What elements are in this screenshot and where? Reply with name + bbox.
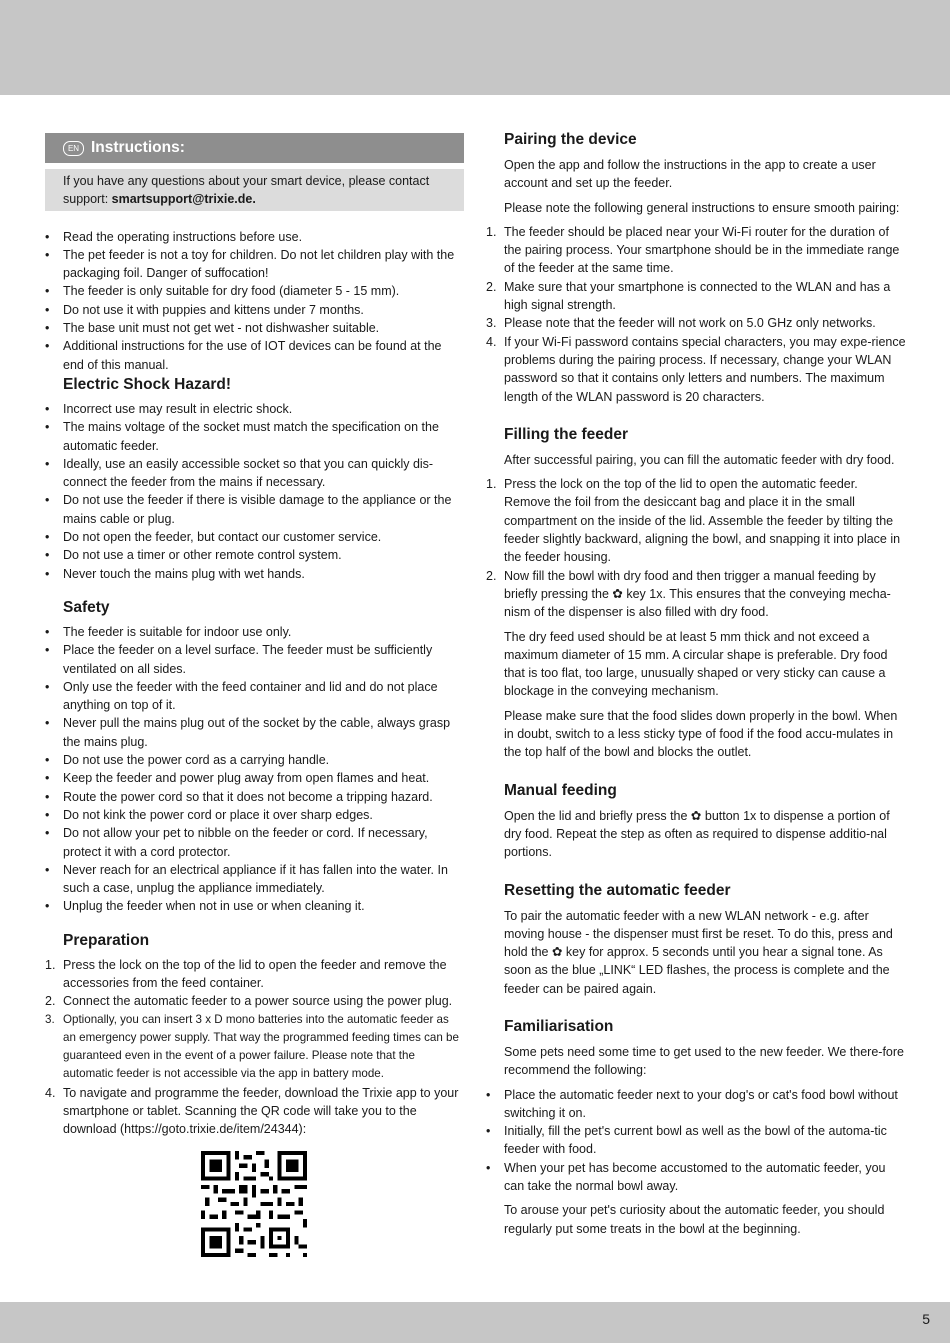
reset-heading: Resetting the automatic feeder (504, 881, 731, 899)
list-number: 4. (486, 334, 497, 349)
list-item: • Place the feeder on a level surface. The feeder must be sufficiently ventilated on all sides. (45, 641, 464, 678)
filling-paragraph: After successful pairing, you can fill the automatic feeder with dry food. (504, 452, 895, 467)
list-item: • Never pull the mains plug out of the socket by the cable, always grasp the mains plug. (45, 714, 464, 751)
list-item: • Do not use it with puppies and kittens under 7 months. (45, 301, 464, 319)
list-text: Press the lock on the top of the lid to open the feeder and remove the accessories from the feed container. (63, 957, 447, 990)
preparation-heading: Preparation (63, 931, 150, 949)
list-item: 2. Now fill the bowl with dry food and then trigger a manual feeding by briefly pressing the ✿ key 1x. This ensures that the conveying mecha-nism of the dispenser is also filled with dry food. (486, 568, 891, 620)
list-item (45, 1011, 464, 1084)
manual-feeding-paragraph: Open the lid and briefly press the ✿ button 1x to dispense a portion of dry food. Repeat the step as often as required to dispense additio-nal portions. (504, 808, 890, 860)
list-item: • Place the automatic feeder next to your dog's or cat's food bowl without switching it on. (486, 1086, 906, 1123)
list-item (45, 992, 464, 1010)
pairing-list (486, 223, 906, 406)
electric-shock-heading: Electric Shock Hazard! (63, 375, 231, 393)
electric-shock-list (45, 400, 464, 583)
list-number: 1. (486, 224, 497, 239)
left-column (45, 133, 464, 1262)
list-item: • Do not use the feeder if there is visible damage to the appliance or the mains cable or plug. (45, 491, 464, 528)
list-item: • Never touch the mains plug with wet hands. (45, 565, 464, 583)
list-item (486, 333, 906, 406)
list-item: • The mains voltage of the socket must match the specification on the automatic feeder. (45, 418, 464, 455)
list-item: • When your pet has become accustomed to the automatic feeder, you can take the normal bowl away. (486, 1159, 906, 1196)
header-band (0, 0, 950, 95)
list-text: Make sure that your smartphone is connected to the WLAN and has a high signal strength. (504, 279, 891, 313)
general-instructions-list (45, 228, 464, 374)
list-item: • Unplug the feeder when not in use or when cleaning it. (45, 897, 464, 915)
list-item (45, 1084, 464, 1139)
list-text: Optionally, you can insert 3 x D mono batteries into the automatic feeder as an emergency power supply. That way the programmed feeding times can be guaranteed even in the event of a power failure. Please note that the automatic feeder is not accessible via the app in battery mode. (63, 1012, 459, 1081)
filling-paragraph: Please make sure that the food slides down properly in the bowl. When in doubt, switch to a less sticky type of food if the food accu-mulates in the top half of the bowl and blocks the outlet. (504, 708, 898, 760)
gear-key-icon: ✿ (612, 586, 623, 601)
instructions-title: Instructions: (91, 139, 185, 156)
list-item: • Incorrect use may result in electric shock. (45, 400, 464, 418)
filling-section (486, 426, 906, 762)
list-item: • Do not open the feeder, but contact our customer service. (45, 528, 464, 546)
language-badge: EN (63, 141, 84, 156)
safety-list (45, 623, 464, 916)
list-item (486, 278, 906, 315)
safety-heading: Safety (63, 598, 110, 616)
list-item: • Read the operating instructions before use. (45, 228, 464, 246)
list-number: 1. (45, 957, 56, 972)
list-item: • Do not allow your pet to nibble on the feeder or cord. If necessary, protect it with a cord protector. (45, 824, 464, 861)
pairing-paragraph: Open the app and follow the instructions in the app to create a user account and set up the feeder. (504, 158, 876, 191)
list-text: Connect the automatic feeder to a power source using the power plug. (63, 994, 453, 1009)
gear-key-icon: ✿ (690, 808, 702, 823)
reset-paragraph: To pair the automatic feeder with a new WLAN network - e.g. after moving house - the dispenser must first be reset. To do this, press and hold the ✿ key for approx. 5 seconds until you hear a signal tone. As soon as the blue „LINK“ LED flashes, the process is complete and the feeder can be paired again. (504, 908, 893, 996)
list-item (486, 223, 906, 278)
list-item: • Do not kink the power cord or place it over sharp edges. (45, 806, 464, 824)
list-number: 4. (45, 1085, 56, 1100)
list-number: 2. (45, 994, 56, 1009)
list-item: • Only use the feeder with the feed container and lid and do not place anything on top of it. (45, 678, 464, 715)
familiarisation-heading: Familiarisation (504, 1017, 614, 1035)
list-item: • Keep the feeder and power plug away from open flames and heat. (45, 769, 464, 787)
list-item: • Never reach for an electrical appliance if it has fallen into the water. In such a case, unplug the appliance immediately. (45, 861, 464, 898)
gear-key-icon: ✿ (551, 945, 563, 960)
list-item: 1. Press the lock on the top of the lid to open the automatic feeder. Remove the foil from the desiccant bag and place it in the small compartment on the inside of the lid. Assemble the feeder by tilting the feeder slightly backward, aligning the bowl, and snapping it into place in the feeder housing. (486, 477, 901, 565)
right-column (486, 131, 906, 1258)
list-number: 3. (486, 316, 497, 331)
list-number: 2. (486, 279, 497, 294)
pairing-paragraph: Please note the following general instructions to ensure smooth pairing: (504, 200, 900, 215)
list-text: To navigate and programme the feeder, download the Trixie app to your smartphone or tablet. Scanning the QR code will take you to the download (https://goto.trixie.de/item/24344): (63, 1085, 459, 1137)
familiarisation-paragraph: To arouse your pet's curiosity about the automatic feeder, you should regularly put some treats in the bowl at the beginning. (504, 1203, 885, 1236)
qr-code[interactable] (201, 1151, 307, 1257)
preparation-list (45, 956, 464, 1139)
list-item: • Ideally, use an easily accessible socket so that you can quickly dis-connect the feeder from the mains if necessary. (45, 455, 464, 492)
list-item: • The feeder is suitable for indoor use only. (45, 623, 464, 641)
list-item (486, 314, 906, 332)
list-number: 3. (45, 1012, 55, 1026)
support-text: If you have any questions about your smart device, please contact support: (63, 174, 430, 207)
instructions-header (45, 133, 464, 163)
list-item: • Route the power cord so that it does not become a tripping hazard. (45, 788, 464, 806)
footer-band (0, 1302, 950, 1343)
list-text: If your Wi-Fi password contains special characters, you may expe-rience problems during the pairing process. If necessary, change your WLAN password so that it contains only letters and numbers. The maximum length of the WLAN password is 20 characters. (504, 334, 906, 404)
familiarisation-list (486, 1086, 906, 1196)
pairing-heading: Pairing the device (504, 131, 637, 148)
familiarisation-paragraph: Some pets need some time to get used to the new feeder. We there-fore recommend the following: (504, 1044, 904, 1078)
list-item: • Do not use a timer or other remote control system. (45, 546, 464, 564)
pairing-section (486, 131, 906, 406)
list-item (45, 956, 464, 993)
familiarisation-section (486, 1018, 906, 1238)
list-text: The feeder should be placed near your Wi-Fi router for the duration of the pairing process. Your smartphone should be in the immediate range of the feeder at the same time. (504, 224, 900, 276)
list-text: Please note that the feeder will not work on 5.0 GHz only networks. (504, 316, 876, 331)
page-number: 5 (922, 1311, 930, 1327)
filling-paragraph: The dry feed used should be at least 5 mm thick and not exceed a maximum diameter of 15 mm. A circular shape is preferable. Dry food that is too flat, too large, unusually shaped or very sticky can cause a blockage in the conveying mechanism. (504, 629, 888, 699)
list-item: • The base unit must not get wet - not dishwasher suitable. (45, 319, 464, 337)
support-email[interactable]: smartsupport@trixie.de. (111, 192, 256, 207)
list-item: • Do not use the power cord as a carrying handle. (45, 751, 464, 769)
reset-section (486, 882, 906, 998)
support-box (45, 169, 464, 211)
list-item: • Initially, fill the pet's current bowl as well as the bowl of the automa-tic feeder with food. (486, 1122, 906, 1159)
list-item: • Additional instructions for the use of IOT devices can be found at the end of this manual. (45, 337, 464, 374)
filling-list (486, 475, 906, 621)
list-item: • The pet feeder is not a toy for children. Do not let children play with the packaging foil. Danger of suffocation! (45, 246, 464, 283)
manual-feeding-section (486, 782, 906, 862)
filling-heading: Filling the feeder (504, 425, 629, 443)
manual-feeding-heading: Manual feeding (504, 781, 617, 799)
list-item: • The feeder is only suitable for dry food (diameter 5 - 15 mm). (45, 282, 464, 300)
